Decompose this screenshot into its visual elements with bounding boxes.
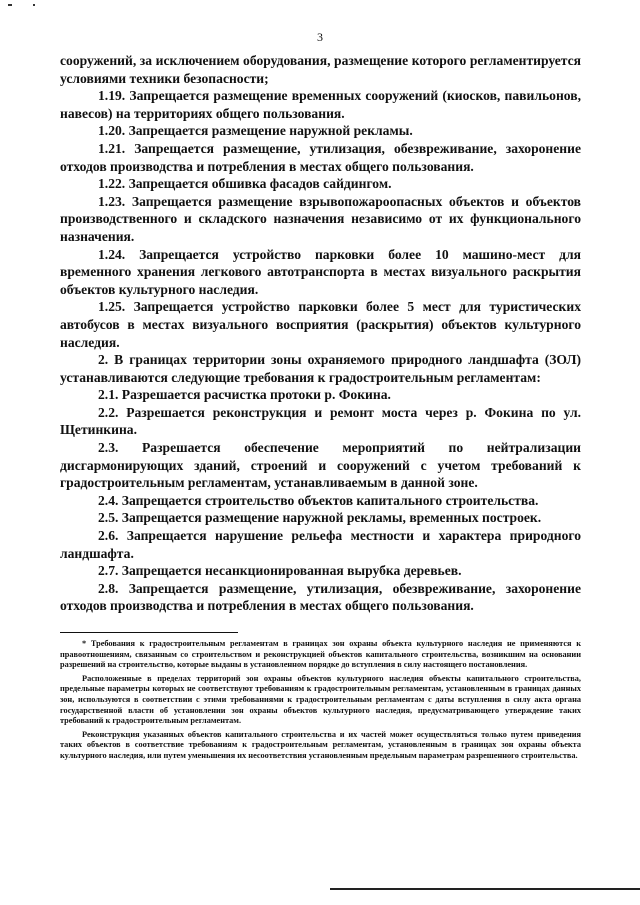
paragraph: 1.21. Запрещается размещение, утилизация, обезвреживание, захоронение отходов производства и потребления в местах общего пользования. — [60, 140, 581, 174]
scan-mark — [33, 4, 35, 6]
paragraph: 1.19. Запрещается размещение временных сооружений (киосков, павильонов, навесов) на территориях общего пользования. — [60, 88, 581, 121]
footnote-paragraph: Расположенные в пределах территорий зон охраны объектов культурного наследия объекты капитального строительства, предельные параметры которых не соответствуют требованиям к градостроительным регламентам, установленным в границах данных зон, используются в соответствии с этими требованиями к градостроительным регламентам с даты вступления в силу акта органа государственной власти об установлении зон охраны объектов культурного наследия, предусматривающего утверждение таких требований к градостроительным регламентам. — [60, 673, 581, 726]
page-number: 3 — [317, 30, 323, 44]
paragraph: 2. В границах территории зоны охраняемого природного ландшафта (ЗОЛ) устанавливаются следующие требования к градостроительным регламентам: — [60, 352, 581, 385]
paragraph: 2.7. Запрещается несанкционированная вырубка деревьев. — [98, 563, 462, 579]
paragraph: 2.3. Разрешается обеспечение мероприятий по нейтрализации дисгармонирующих зданий, строений и сооружений с учетом требований к градостроительным регламентам, устанавливаемым в данной зоне. — [60, 440, 581, 491]
paragraph: 1.23. Запрещается размещение взрывопожароопасных объектов и объектов производственного и складского назначения независимо от их функционального назначения. — [60, 193, 581, 244]
paragraph: 2.4. Запрещается строительство объектов капитального строительства. — [98, 492, 539, 508]
paragraph: 2.8. Запрещается размещение, утилизация, обезвреживание, захоронение отходов производства и потребления в местах общего пользования. — [60, 580, 581, 614]
footnote-divider — [60, 632, 238, 633]
paragraph: 1.22. Запрещается обшивка фасадов сайдингом. — [98, 176, 392, 192]
document-body — [60, 52, 581, 615]
paragraph: 2.6. Запрещается нарушение рельефа местности и характера природного ландшафта. — [60, 528, 581, 561]
scan-edge-line — [330, 888, 640, 890]
paragraph: 2.5. Запрещается размещение наружной рекламы, временных построек. — [98, 510, 542, 526]
paragraph: 1.24. Запрещается устройство парковки более 10 машино-мест для временного хранения легкового автотранспорта в местах визуального раскрытия объектов культурного наследия. — [60, 246, 581, 297]
paragraph: сооружений, за исключением оборудования, размещение которого регламентируется условиями техники безопасности; — [60, 53, 581, 86]
footnotes — [60, 639, 581, 765]
paragraph: 2.2. Разрешается реконструкция и ремонт моста через р. Фокина по ул. Щетинкина. — [60, 404, 581, 438]
paragraph: 2.1. Разрешается расчистка протоки р. Фокина. — [98, 387, 391, 403]
paragraph: 1.25. Запрещается устройство парковки более 5 мест для туристических автобусов в местах визуального восприятия (раскрытия) объектов культурного наследия. — [60, 299, 581, 350]
footnote-paragraph: * Требования к градостроительным регламентам в границах зон охраны объекта культурного наследия не применяются к правоотношениям, связанным со строительством и реконструкцией объектов капитального строительства, возникшим на основании разрешений на строительство, которые выданы в установленном порядке до вступления в силу настоящего постановления. — [60, 639, 581, 670]
scan-mark — [8, 4, 12, 6]
paragraph: 1.20. Запрещается размещение наружной рекламы. — [98, 123, 413, 139]
footnote-paragraph: Реконструкция указанных объектов капитального строительства и их частей может осуществляться только путем приведения таких объектов в соответствие требованиям к градостроительным регламентам, установленным в границах зон охраны объекта культурного наследия, или путем уменьшения их несоответствия установленным предельным параметрам разрешенного строительства. — [60, 729, 581, 760]
